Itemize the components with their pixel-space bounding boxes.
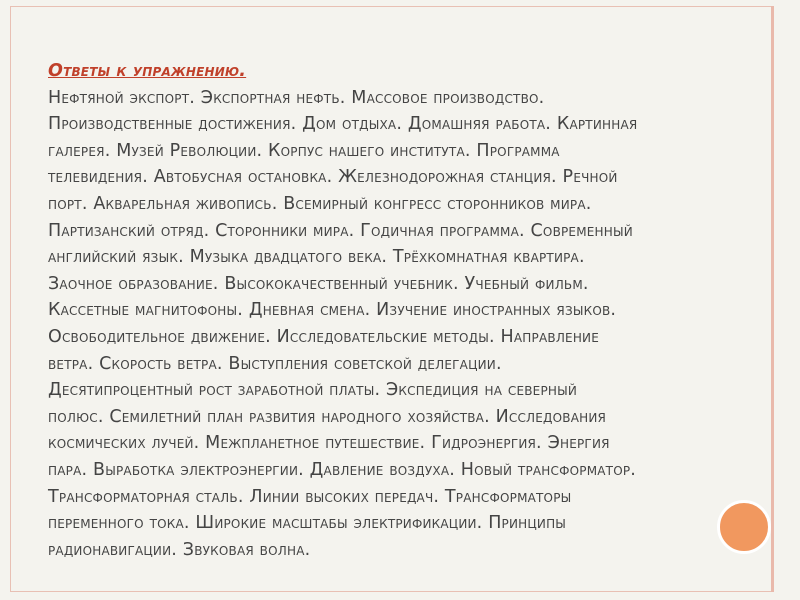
accent-bar: [771, 6, 774, 592]
text-line: Производственные достижения. Дом отдыха. Домашняя работа. Картинная: [48, 114, 638, 135]
slide-title: Ответы к упражнению.: [48, 61, 247, 81]
text-line: телевидения. Автобусная остановка. Железнодорожная станция. Речной: [48, 167, 618, 188]
decorative-circle-icon: [717, 500, 771, 554]
text-line: космических лучей. Межпланетное путешествие. Гидроэнергия. Энергия: [48, 433, 610, 454]
text-line: пара. Выработка электроэнергии. Давление воздуха. Новый трансформатор.: [48, 459, 637, 480]
text-line: Заочное образование. Высококачественный учебник. Учебный фильм.: [48, 273, 589, 294]
text-line: Трансформаторная сталь. Линии высоких передач. Трансформаторы: [48, 486, 572, 507]
text-line: Нефтяной экспорт. Экспортная нефть. Массовое производство.: [48, 87, 545, 108]
text-line: Кассетные магнитофоны. Дневная смена. Изучение иностранных языков.: [48, 300, 617, 321]
text-line: Десятипроцентный рост заработной платы. Экспедиция на северный: [48, 380, 578, 401]
text-line: порт. Акварельная живопись. Всемирный конгресс сторонников мира.: [48, 193, 592, 214]
text-line: радионавигации. Звуковая волна.: [48, 539, 311, 560]
text-line: английский язык. Музыка двадцатого века. Трёхкомнатная квартира.: [48, 247, 585, 268]
text-line: переменного тока. Широкие масштабы электрификации. Принципы: [48, 513, 567, 534]
text-line: Освободительное движение. Исследовательские методы. Направление: [48, 326, 600, 347]
slide-content: [48, 58, 758, 563]
text-line: галерея. Музей Революции. Корпус нашего института. Программа: [48, 140, 560, 161]
text-line: Партизанский отряд. Сторонники мира. Годичная программа. Современный: [48, 220, 633, 241]
text-line: ветра. Скорость ветра. Выступления советской делегации.: [48, 353, 502, 374]
text-line: полюс. Семилетний план развития народного хозяйства. Исследования: [48, 406, 607, 427]
